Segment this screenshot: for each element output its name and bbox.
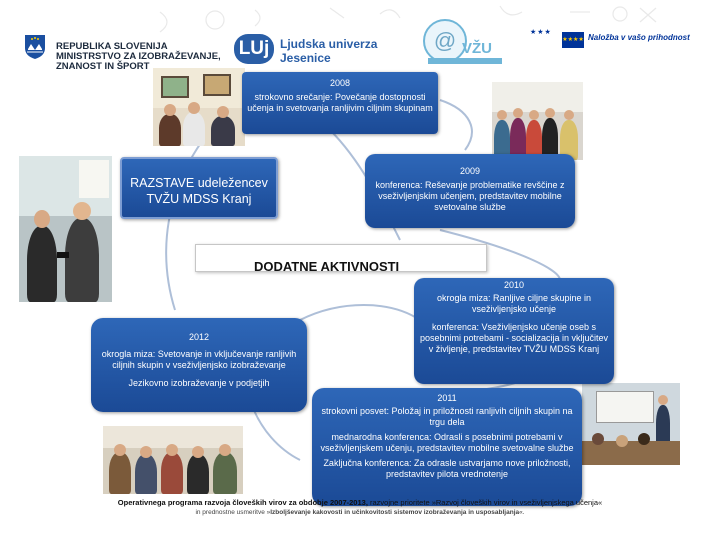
- photo-group-standing: [492, 82, 583, 160]
- footer-direction: Izboljševanje kakovosti in učinkovitosti sistemov izobraževanja in usposabljanja: [270, 509, 520, 516]
- photo-tv-interview: [19, 156, 112, 302]
- footer-priority: razvojne prioritete »Razvoj človeških virov in vseživljenjskega učenja«: [370, 498, 603, 507]
- year-2010: 2010: [503, 280, 525, 290]
- year-2011: 2011: [437, 393, 457, 403]
- footer-credits: [0, 498, 720, 518]
- ministry-line-2: MINISTRSTVO ZA IZOBRAŽEVANJE,: [56, 51, 221, 62]
- year-2008: 2008: [329, 78, 351, 88]
- box-2011-item-3: Zaključna konferenca: Za odrasle ustvarjamo nove priložnosti, predstavitev pilota vrednotenje: [323, 458, 571, 479]
- box-2010-item-2: konferenca: Vseživljenjsko učenje oseb s posebnimi potrebami - socializacija in vključitev v življenje, predstavitev TVŽU MDSS Kranj: [419, 322, 609, 354]
- box-2012: [91, 318, 307, 412]
- box-2009: [365, 154, 575, 228]
- luj-name: [280, 37, 377, 65]
- eu-motto: Naložba v vašo prihodnost: [588, 33, 690, 42]
- vzu-logo-icon: @: [423, 19, 467, 63]
- box-razstave: [120, 157, 278, 219]
- luj-name-line-2: Jesenice: [280, 51, 331, 65]
- box-2012-item-2: Jezikovno izobraževanje v podjetjih: [128, 378, 270, 388]
- photo-lecture-room: [582, 383, 680, 465]
- footer-line-1: [0, 498, 720, 508]
- box-2012-item-1: okrogla miza: Svetovanje in vključevanje ranljivih ciljnih skupin v vseživljenjsko izobraževanje: [101, 349, 297, 370]
- box-2010: [414, 278, 614, 384]
- box-2011: [312, 388, 582, 506]
- razstave-text: RAZSTAVE udeležencev TVŽU MDSS Kranj: [130, 176, 268, 206]
- photo-conference-audience: [103, 426, 243, 494]
- eu-flag-icon: ★★★★: [562, 32, 584, 48]
- vzu-logo-bar: [428, 58, 502, 64]
- footer-line-2-pre: in prednostne usmeritve »: [195, 509, 271, 516]
- luj-name-line-1: Ljudska univerza: [280, 37, 378, 51]
- box-2008-text: strokovno srečanje: Povečanje dostopnosti učenja in svetovanja ranljivim ciljnim skupinam: [247, 92, 433, 113]
- ministry-line-3: ZNANOST IN ŠPORT: [56, 61, 150, 72]
- box-2011-item-1: strokovni posvet: Položaj in priložnosti ranljivih ciljnih skupin na trgu dela: [321, 406, 573, 427]
- photo-classroom-audience: [153, 68, 245, 146]
- box-2011-item-2: mednarodna konferenca: Odrasli s posebnimi potrebami v vseživljenjskem učenju, predstavitev mobilne svetovalne službe: [320, 432, 574, 453]
- ministry-line-1: REPUBLIKA SLOVENIJA: [56, 41, 168, 52]
- year-2009: 2009: [459, 166, 481, 176]
- box-2009-text: konferenca: Reševanje problematike revščine z vseživljenjskim učenjem, predstavitev mobilne svetovalne službe: [375, 180, 565, 212]
- box-2010-item-1: okrogla miza: Ranljive ciljne skupine in vseživljenjsko učenje: [436, 293, 592, 314]
- slovenia-crest-icon: [24, 34, 46, 60]
- footer-line-2-post: «.: [519, 509, 525, 516]
- footer-program: Operativnega programa razvoja človeških virov za obdobje 2007-2013,: [117, 498, 368, 507]
- eu-stars-decoration: ★★★: [530, 29, 552, 36]
- footer-line-2: [0, 508, 720, 518]
- luj-logo-mark: LUj: [234, 34, 274, 64]
- center-title-panel: [195, 244, 487, 272]
- vzu-logo-text: VŽU: [462, 40, 492, 57]
- center-title: DODATNE AKTIVNOSTI: [254, 259, 400, 274]
- year-2012: 2012: [188, 332, 210, 342]
- box-2008: [242, 72, 438, 134]
